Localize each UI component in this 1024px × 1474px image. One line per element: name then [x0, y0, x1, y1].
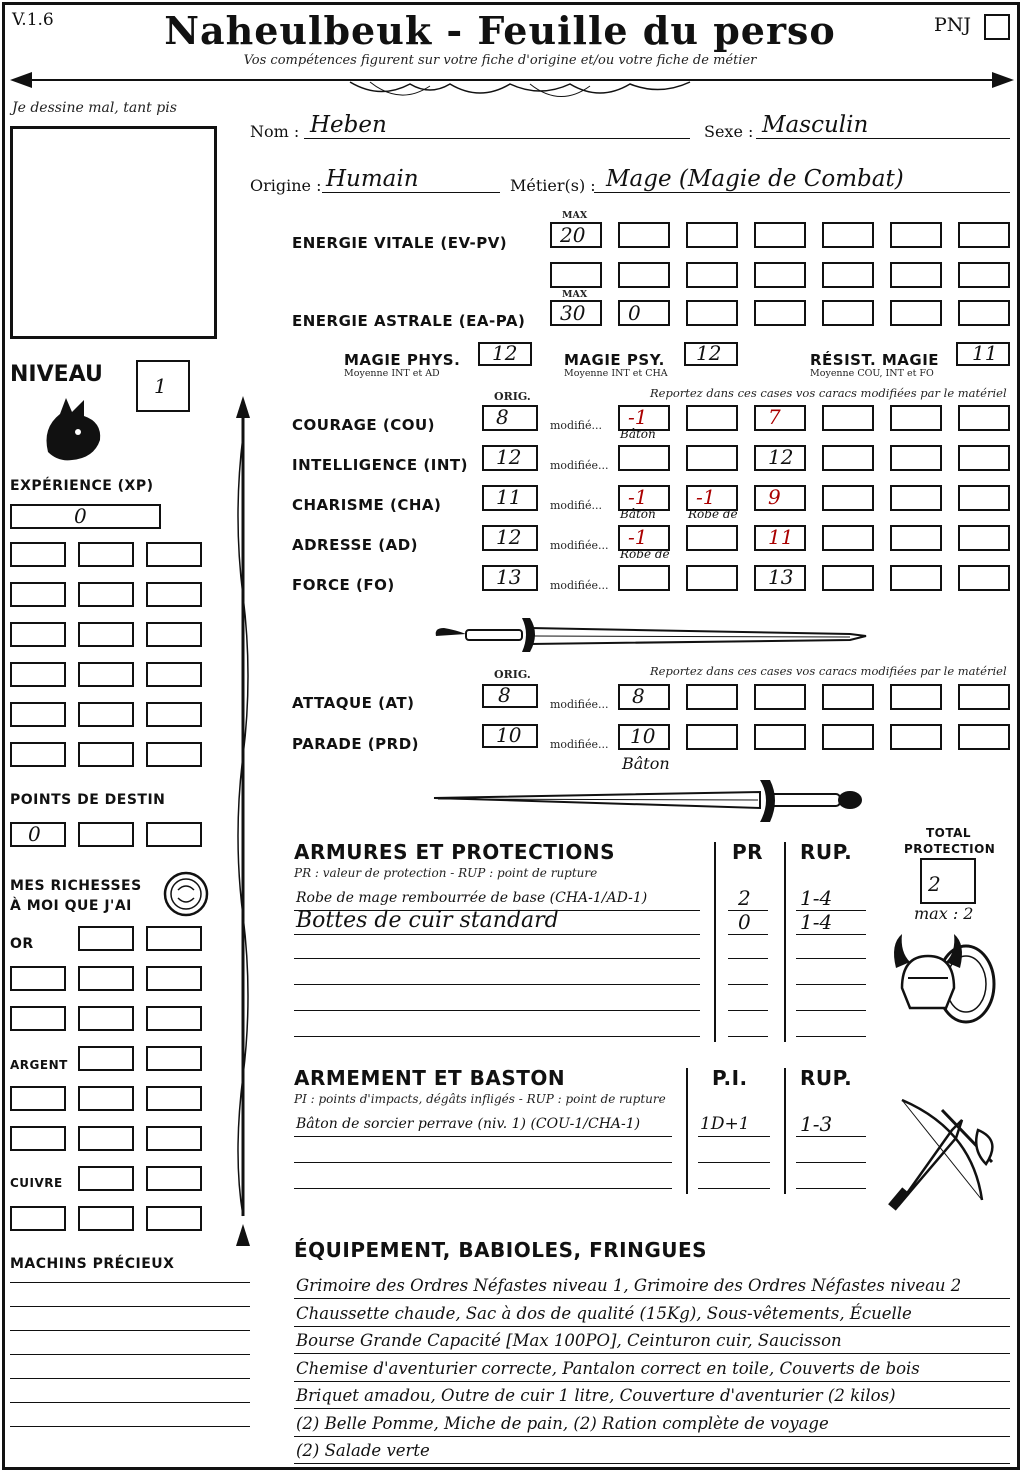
stat-mod-box[interactable] [890, 485, 942, 511]
armures-divider [714, 842, 716, 1042]
sword-icon [430, 776, 870, 826]
stat-mod-box[interactable] [958, 445, 1010, 471]
ev-box[interactable] [958, 262, 1010, 288]
destin-label: POINTS DE DESTIN [10, 792, 166, 808]
parade-label: PARADE (PRD) [292, 735, 420, 753]
stat-mod2-value: -1 [696, 485, 716, 509]
attaque-orig-value: 8 [498, 683, 511, 707]
stat-mod-box[interactable] [958, 525, 1010, 551]
magie-psy-value: 12 [696, 341, 722, 365]
armement-legend: PI : points d'impacts, dégâts infligés - RUP : point de rupture [294, 1092, 666, 1106]
money-box[interactable] [146, 926, 202, 951]
stat-mod1-note: Robe de [620, 547, 670, 561]
stat-mod-box[interactable] [686, 445, 738, 471]
parade-mod-box[interactable] [686, 724, 738, 750]
parade-mod-label: modifiée... [550, 738, 609, 751]
xp-grid-box[interactable] [78, 742, 134, 767]
armement-divider [784, 1068, 786, 1194]
money-box[interactable] [10, 1006, 66, 1031]
parade-orig-value: 10 [496, 723, 522, 747]
armure-pr: 0 [738, 910, 751, 934]
stat-mod-label: modifié... [550, 419, 602, 432]
equip-line-text: (2) Belle Pomme, Miche de pain, (2) Ration complète de voyage [296, 1413, 829, 1433]
armure-line[interactable] [294, 984, 700, 985]
arme-pi-line[interactable] [698, 1188, 770, 1189]
stat-label: INTELLIGENCE (INT) [292, 456, 468, 474]
stat-mod1-value: -1 [628, 405, 648, 429]
stat-mod-box[interactable] [822, 405, 874, 431]
total-label-1: TOTAL [926, 826, 972, 840]
equip-line[interactable] [294, 1326, 1010, 1327]
equip-line-text: Chemise d'aventurier correcte, Pantalon correct en toile, Couverts de bois [296, 1358, 920, 1378]
weapons-icon [882, 1090, 1008, 1216]
stat-mod2-note: Robe de [688, 507, 738, 521]
ev-box[interactable] [754, 262, 806, 288]
money-box[interactable] [10, 1206, 66, 1231]
ev-box[interactable] [958, 222, 1010, 248]
helmet-shield-icon [888, 928, 1000, 1028]
niveau-value: 1 [154, 374, 167, 398]
equip-line[interactable] [294, 1408, 1010, 1409]
equip-line-text: (2) Salade verte [296, 1441, 430, 1460]
stat-mod-box[interactable] [686, 405, 738, 431]
money-box[interactable] [10, 1086, 66, 1111]
armure-pr-line[interactable] [728, 1036, 768, 1037]
resist-magie-value: 11 [972, 341, 998, 365]
ea-current-value: 0 [628, 301, 641, 325]
stats-note: Reportez dans ces cases vos caracs modifiées par le matériel [650, 386, 1007, 400]
armure-pr-line[interactable] [728, 934, 768, 935]
arme-rup-line[interactable] [796, 1162, 866, 1163]
ea-box[interactable] [890, 300, 942, 326]
money-box[interactable] [146, 1166, 202, 1191]
money-box[interactable] [146, 1046, 202, 1071]
armure-rup-line[interactable] [796, 1036, 866, 1037]
stat-mod-box[interactable] [618, 565, 670, 591]
stat-label: CHARISME (CHA) [292, 496, 442, 514]
ev-box[interactable] [890, 222, 942, 248]
attaque-mod-label: modifiée... [550, 698, 609, 711]
equipement-title: ÉQUIPEMENT, BABIOLES, FRINGUES [294, 1238, 708, 1262]
sexe-value: Masculin [762, 112, 869, 138]
ev-box[interactable] [618, 222, 670, 248]
machins-line[interactable] [10, 1402, 250, 1403]
arme-line[interactable] [294, 1136, 672, 1137]
money-box[interactable] [146, 1126, 202, 1151]
magie-phys-sub: Moyenne INT et AD [344, 368, 440, 379]
stat-final-value: 7 [768, 405, 781, 429]
money-box[interactable] [10, 1126, 66, 1151]
total-label-2: PROTECTION [904, 842, 996, 856]
parade-final-value: 10 [630, 724, 656, 748]
ea-label: ENERGIE ASTRALE (EA-PA) [292, 312, 526, 330]
ea-box[interactable] [618, 300, 670, 326]
xp-grid-box[interactable] [78, 702, 134, 727]
ev-box[interactable] [686, 222, 738, 248]
equip-line[interactable] [294, 1436, 1010, 1437]
ev-box[interactable] [754, 222, 806, 248]
xp-grid-box[interactable] [78, 622, 134, 647]
combat-orig-label: ORIG. [494, 668, 531, 681]
ev-box[interactable] [618, 262, 670, 288]
stat-mod-box[interactable] [958, 565, 1010, 591]
armement-rup-header: RUP. [800, 1066, 853, 1090]
stat-mod-box[interactable] [890, 445, 942, 471]
total-protection-value: 2 [928, 872, 941, 896]
stat-mod-box[interactable] [822, 525, 874, 551]
arme-pi-line[interactable] [698, 1162, 770, 1163]
ev-max-label: MAX [562, 210, 588, 221]
argent-label: ARGENT [10, 1058, 68, 1072]
money-box[interactable] [78, 1126, 134, 1151]
parade-mod-box[interactable] [890, 724, 942, 750]
richesses-label-1: MES RICHESSES [10, 878, 142, 894]
money-box[interactable] [146, 966, 202, 991]
money-box[interactable] [78, 1046, 134, 1071]
equip-line-text: Grimoire des Ordres Néfastes niveau 1, Grimoire des Ordres Néfastes niveau 2 [296, 1276, 962, 1295]
stat-mod1-value: -1 [628, 525, 648, 549]
money-box[interactable] [78, 1166, 134, 1191]
ea-box[interactable] [686, 300, 738, 326]
machins-line[interactable] [10, 1282, 250, 1283]
armure-line[interactable] [294, 1036, 700, 1037]
xp-grid-box[interactable] [146, 742, 202, 767]
money-box[interactable] [146, 1086, 202, 1111]
ea-box[interactable] [822, 300, 874, 326]
xp-label: EXPÉRIENCE (XP) [10, 478, 154, 494]
money-box[interactable] [78, 966, 134, 991]
stat-mod-box[interactable] [890, 565, 942, 591]
armures-divider [784, 842, 786, 1042]
arme-pi: 1D+1 [700, 1114, 750, 1134]
portrait-box[interactable] [10, 126, 217, 339]
stat-mod-label: modifié... [550, 499, 602, 512]
nom-label: Nom : [250, 122, 300, 141]
page-subtitle: Vos compétences figurent sur votre fiche d'origine et/ou votre fiche de métier [243, 53, 757, 68]
armure-name: Bottes de cuir standard [296, 908, 559, 933]
armures-title: ARMURES ET PROTECTIONS [294, 840, 615, 864]
equip-line-text: Briquet amadou, Outre de cuir 1 litre, Couverture d'aventurier (2 kilos) [296, 1386, 896, 1405]
destin-box[interactable] [146, 822, 202, 847]
destin-box[interactable] [78, 822, 134, 847]
magie-psy-sub: Moyenne INT et CHA [564, 368, 668, 379]
armure-rup: 1-4 [800, 886, 833, 910]
xp-grid-box[interactable] [10, 662, 66, 687]
xp-grid-box[interactable] [78, 582, 134, 607]
stat-mod-label: modifiée... [550, 579, 609, 592]
cuivre-label: CUIVRE [10, 1176, 63, 1190]
stat-mod-box[interactable] [618, 445, 670, 471]
armure-pr-line[interactable] [728, 1010, 768, 1011]
stat-orig-value: 12 [496, 525, 522, 549]
arme-pi-line[interactable] [698, 1136, 770, 1137]
metier-value: Mage (Magie de Combat) [606, 166, 904, 192]
pnj-label: PNJ [934, 14, 972, 36]
combat-note: Reportez dans ces cases vos caracs modifiées par le matériel [650, 664, 1007, 678]
ea-max-label: MAX [562, 289, 588, 300]
equip-line-text: Chaussette chaude, Sac à dos de qualité (15Kg), Sous-vêtements, Écuelle [296, 1303, 912, 1323]
attaque-mod-box[interactable] [686, 684, 738, 710]
ev-box[interactable] [822, 222, 874, 248]
machins-label: MACHINS PRÉCIEUX [10, 1256, 175, 1272]
xp-value: 0 [74, 504, 87, 528]
total-max: max : 2 [914, 904, 974, 923]
equip-line-text: Bourse Grande Capacité [Max 100PO], Ceinturon cuir, Saucisson [296, 1331, 842, 1350]
armure-pr-line[interactable] [728, 958, 768, 959]
stat-mod-label: modifiée... [550, 459, 609, 472]
stat-orig-value: 11 [496, 485, 522, 509]
armures-pr-header: PR [732, 840, 764, 864]
ea-box[interactable] [754, 300, 806, 326]
armure-rup: 1-4 [800, 910, 833, 934]
stat-mod1-note: Bâton [620, 507, 656, 521]
machins-line[interactable] [10, 1426, 250, 1427]
stat-label: COURAGE (COU) [292, 416, 436, 434]
parade-note: Bâton [622, 754, 670, 773]
stat-final-value: 12 [768, 445, 794, 469]
armures-rup-header: RUP. [800, 840, 853, 864]
nom-value: Heben [310, 112, 387, 138]
armures-legend: PR : valeur de protection - RUP : point de rupture [294, 866, 598, 880]
stats-orig-label: ORIG. [494, 390, 531, 403]
money-box[interactable] [78, 1206, 134, 1231]
attaque-mod-box[interactable] [754, 684, 806, 710]
pnj-checkbox[interactable] [984, 14, 1010, 40]
money-box[interactable] [78, 926, 134, 951]
armure-rup-line[interactable] [796, 934, 866, 935]
armure-line[interactable] [294, 958, 700, 959]
arme-rup: 1-3 [800, 1112, 833, 1136]
attaque-mod-box[interactable] [822, 684, 874, 710]
arme-rup-line[interactable] [796, 1136, 866, 1137]
stat-mod-box[interactable] [686, 525, 738, 551]
stat-mod-box[interactable] [822, 445, 874, 471]
stat-orig-value: 8 [496, 405, 509, 429]
stat-label: ADRESSE (AD) [292, 536, 419, 554]
money-box[interactable] [78, 1006, 134, 1031]
ev-box[interactable] [822, 262, 874, 288]
xp-grid-box[interactable] [146, 702, 202, 727]
metier-label: Métier(s) : [510, 176, 596, 195]
stat-label: FORCE (FO) [292, 576, 395, 594]
stat-mod-box[interactable] [890, 525, 942, 551]
origine-value: Humain [326, 166, 419, 192]
richesses-label-2: À MOI QUE J'AI [10, 898, 132, 914]
stat-final-value: 13 [768, 565, 794, 589]
armure-line[interactable] [294, 1010, 700, 1011]
armure-rup-line[interactable] [796, 984, 866, 985]
ev-box[interactable] [550, 262, 602, 288]
armure-rup-line[interactable] [796, 958, 866, 959]
attaque-label: ATTAQUE (AT) [292, 694, 415, 712]
stat-orig-box[interactable] [482, 405, 538, 431]
xp-grid-box[interactable] [146, 662, 202, 687]
equip-line[interactable] [294, 1463, 1010, 1464]
equip-line[interactable] [294, 1298, 1010, 1299]
xp-grid-box[interactable] [146, 622, 202, 647]
ea-max-value: 30 [560, 301, 586, 325]
money-box[interactable] [146, 1006, 202, 1031]
armement-title: ARMEMENT ET BASTON [294, 1066, 566, 1090]
ea-box[interactable] [958, 300, 1010, 326]
magie-psy-label: MAGIE PSY. [564, 351, 665, 369]
ev-box[interactable] [890, 262, 942, 288]
staff-ornament [228, 396, 258, 1246]
page-title: Naheulbeuk - Feuille du perso [164, 8, 836, 53]
stat-final-value: 9 [768, 485, 781, 509]
ev-box[interactable] [686, 262, 738, 288]
machins-line[interactable] [10, 1306, 250, 1307]
xp-grid-box[interactable] [10, 582, 66, 607]
resist-magie-sub: Moyenne COU, INT et FO [810, 368, 934, 379]
xp-grid-box[interactable] [10, 702, 66, 727]
armure-rup-line[interactable] [796, 1010, 866, 1011]
sexe-label: Sexe : [704, 122, 754, 141]
arme-line[interactable] [294, 1188, 672, 1189]
arme-line[interactable] [294, 1162, 672, 1163]
stat-orig-value: 12 [496, 445, 522, 469]
armement-divider [686, 1068, 688, 1194]
or-label: OR [10, 936, 34, 952]
machins-line[interactable] [10, 1354, 250, 1355]
resist-magie-label: RÉSIST. MAGIE [810, 351, 940, 369]
machins-line[interactable] [10, 1378, 250, 1379]
destin-value: 0 [28, 822, 41, 846]
stat-mod-box[interactable] [822, 565, 874, 591]
xp-grid-box[interactable] [146, 542, 202, 567]
armure-pr: 2 [738, 886, 751, 910]
arme-name: Bâton de sorcier perrave (niv. 1) (COU-1/CHA-1) [296, 1116, 641, 1132]
stat-mod-label: modifiée... [550, 539, 609, 552]
ev-max-value: 20 [560, 223, 586, 247]
xp-grid-box[interactable] [146, 582, 202, 607]
stat-orig-value: 13 [496, 565, 522, 589]
parade-mod-box[interactable] [958, 724, 1010, 750]
money-box[interactable] [78, 1086, 134, 1111]
xp-grid-box[interactable] [78, 662, 134, 687]
ev-label: ENERGIE VITALE (EV-PV) [292, 234, 508, 252]
armure-pr-line[interactable] [728, 984, 768, 985]
niveau-label: NIVEAU [10, 362, 103, 387]
stat-final-value: 11 [768, 525, 794, 549]
arme-rup-line[interactable] [796, 1188, 866, 1189]
parade-mod-box[interactable] [754, 724, 806, 750]
xp-grid-box[interactable] [10, 742, 66, 767]
stat-mod-box[interactable] [822, 485, 874, 511]
coin-icon [162, 870, 210, 918]
armure-name: Robe de mage rembourrée de base (CHA-1/AD-1) [296, 890, 648, 906]
attaque-final-value: 8 [632, 684, 645, 708]
money-box[interactable] [146, 1206, 202, 1231]
attaque-mod-box[interactable] [890, 684, 942, 710]
attaque-mod-box[interactable] [958, 684, 1010, 710]
magie-phys-value: 12 [492, 341, 518, 365]
stat-mod-box[interactable] [958, 405, 1010, 431]
xp-grid-box[interactable] [10, 542, 66, 567]
armure-line[interactable] [294, 934, 700, 935]
xp-grid-box[interactable] [10, 622, 66, 647]
stat-mod1-value: -1 [628, 485, 648, 509]
equip-line[interactable] [294, 1381, 1010, 1382]
parade-mod-box[interactable] [822, 724, 874, 750]
version-label: V.1.6 [12, 10, 54, 30]
equip-line[interactable] [294, 1353, 1010, 1354]
xp-grid-box[interactable] [78, 542, 134, 567]
sword-icon [430, 612, 870, 658]
magie-phys-label: MAGIE PHYS. [344, 351, 461, 369]
stat-mod1-note: Bâton [620, 427, 656, 441]
money-box[interactable] [10, 966, 66, 991]
stat-mod-box[interactable] [958, 485, 1010, 511]
portrait-caption: Je dessine mal, tant pis [12, 100, 177, 116]
stat-mod-box[interactable] [686, 565, 738, 591]
machins-line[interactable] [10, 1330, 250, 1331]
origine-label: Origine : [250, 176, 322, 195]
dragon-icon [38, 392, 108, 466]
stat-mod-box[interactable] [890, 405, 942, 431]
armement-pi-header: P.I. [712, 1066, 748, 1090]
